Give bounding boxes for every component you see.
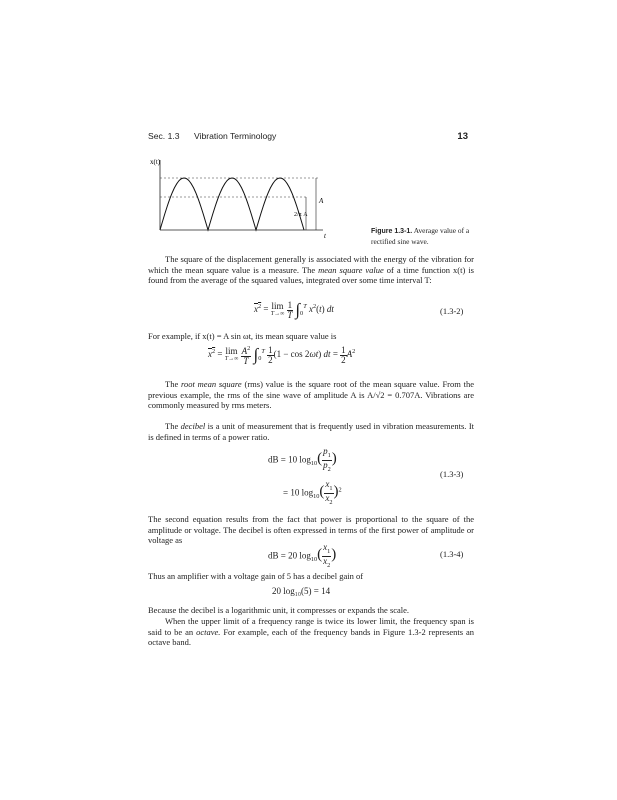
paragraph-amplifier bbox=[148, 571, 474, 582]
paragraph-text: For example, each of the frequency bands in Figure 1.3-2 represents an octave band. bbox=[148, 626, 475, 648]
paragraph-rms bbox=[148, 379, 474, 411]
paragraph-text: When the upper limit of a frequency range is twice its lower limit, the frequency span is said to be an bbox=[148, 616, 474, 637]
amplitude-label: A bbox=[319, 197, 324, 205]
average-value-label: 2/π A bbox=[294, 212, 308, 218]
paragraph-text: of a time function x(t) is found from the average of the squared values, integrated over some time interval T: bbox=[148, 264, 474, 286]
equation-mean-square: $x^2$ = lim T→∞ $\frac{1}{T}$ $\int_0^T$ $x^2(t)$ dt bbox=[254, 299, 334, 320]
rectified-sine-curve bbox=[160, 178, 304, 230]
paragraph-log-unit bbox=[148, 605, 474, 616]
equation-number-1-3-3: (1.3-3) bbox=[440, 469, 464, 479]
paragraph-decibel bbox=[148, 421, 474, 442]
paragraph-example bbox=[148, 331, 474, 342]
paragraph-text: For example, if x(t) = A sin ωt, its mean square value is bbox=[148, 331, 337, 341]
equation-db-power: dB = 10 $\log_{10}$( $\frac{p_1}{p_2}$ ) bbox=[268, 446, 337, 473]
x-axis-label: t bbox=[324, 232, 326, 240]
emphasis-term: mean square value bbox=[318, 264, 384, 275]
emphasis-term: decibel bbox=[180, 421, 206, 431]
paragraph-text: Because the decibel is a logarithmic unit, it compresses or expands the scale. bbox=[148, 605, 410, 615]
paragraph-mean-square bbox=[148, 254, 474, 286]
paragraph-second-equation bbox=[148, 514, 474, 546]
section-title: Vibration Terminology bbox=[194, 131, 277, 141]
emphasis-term: octave. bbox=[196, 626, 221, 637]
page-number: 13 bbox=[457, 131, 468, 142]
equation-db-amplitude-squared: = 10 $\log_{10}$( $\frac{x_1}{x_2}$ )$^2$ bbox=[283, 479, 342, 506]
paragraph-text: Thus an amplifier with a voltage gain of 5 has a decibel gain of bbox=[148, 571, 364, 581]
paragraph-text: The bbox=[165, 421, 179, 431]
rectified-sine-figure bbox=[148, 156, 348, 256]
emphasis-term: root mean square bbox=[181, 379, 242, 389]
paragraph-text: The second equation results from the fact that power is proportional to the square of the amplitude or voltage. The decibel is often expressed in terms of the first power of amplitude or voltage as bbox=[148, 514, 474, 546]
figure-graphic bbox=[148, 156, 348, 256]
caption-label: Figure 1.3-1. bbox=[371, 228, 413, 235]
paragraph-octave bbox=[148, 616, 474, 648]
equation-db-amplitude: dB = 20 $\log_{10}$( $\frac{x_1}{x_2}$ ) bbox=[268, 542, 337, 569]
y-axis-label: x(t) bbox=[150, 158, 161, 166]
paragraph-text: (rms) value is the square root of the mean square value. From the previous example, the rms of the sine wave of amplitude A is A/√2 = 0.707A. Vibrations are commonly measured by rms meters. bbox=[148, 379, 475, 411]
paragraph-text: The bbox=[165, 379, 179, 389]
equation-number-1-3-2: (1.3-2) bbox=[440, 306, 464, 316]
equation-sine-mean-square: $x^2$ = lim T→∞ $\frac{A^2}{T}$ $\int_0^T$ $\frac{1}{2}$ (1 − cos 2ωt) dt = $\frac{1}{2}$ $A^2$ bbox=[208, 344, 356, 366]
paragraph-text: The square of the displacement generally is associated with the energy of the vibration for which the mean square value is a measure. The bbox=[148, 254, 474, 275]
figure-caption bbox=[371, 226, 475, 247]
equation-gain: 20 log₁₀(5) = 14 bbox=[272, 586, 331, 596]
caption-text: Average value of a rectified sine wave. bbox=[371, 226, 470, 246]
equation-number-1-3-4: (1.3-4) bbox=[440, 549, 464, 559]
section-number: Sec. 1.3 bbox=[148, 131, 180, 141]
paragraph-text: is a unit of measurement that is frequently used in vibration measurements. It is defined in terms of a power ratio. bbox=[148, 421, 475, 442]
